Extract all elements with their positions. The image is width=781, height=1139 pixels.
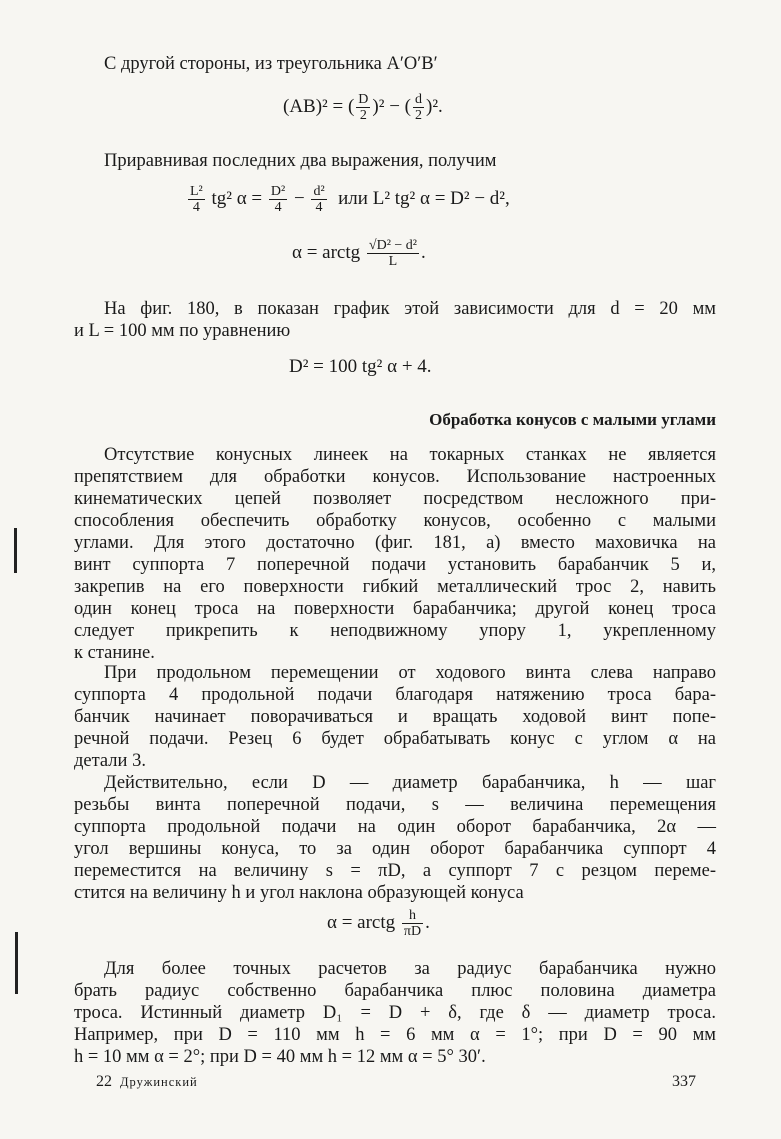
text-line: Например, при D = 110 мм h = 6 мм α = 1°; при D = 90 мм xyxy=(74,1025,716,1045)
text-line: переместится на величину s = πD, а суппорт 7 с резцом переме- xyxy=(74,861,716,881)
text-line: способления обеспечить обработку конусов, особенно с малыми xyxy=(74,511,716,531)
text-line: банчик начинает поворачиваться и вращать ходовой винт попе- xyxy=(74,707,716,727)
text-line: кинематических цепей позволяет посредством несложного при- xyxy=(74,489,716,509)
text-line: суппорта продольной подачи на один оборот барабанчика, 2α — xyxy=(74,817,716,837)
section-heading: Обработка конусов с малыми углами xyxy=(429,410,716,429)
text-line: На фиг. 180, в показан график этой зависимости для d = 20 мм xyxy=(104,299,716,319)
text-line: Приравнивая последних два выражения, получим xyxy=(104,151,497,171)
text-line: Действительно, если D — диаметр барабанчика, h — шаг xyxy=(104,773,716,793)
text-line: С другой стороны, из треугольника A′O′B′ xyxy=(104,54,438,74)
margin-mark xyxy=(14,528,17,573)
text-line: угол вершины конуса, то за один оборот барабанчика суппорт 4 xyxy=(74,839,716,859)
text-line: углами. Для этого достаточно (фиг. 181, а) вместо маховичка на xyxy=(74,533,716,553)
formula-arctg-sqrt: α = arctg $\frac{\text{√D² − d²}}{L}$ . xyxy=(292,238,426,269)
formula-ab-squared: (AB)² = ( $\frac{D}{2}$ )² − ( $\frac{d}{2}$ )². xyxy=(283,92,443,123)
text-line: h = 10 мм α = 2°; при D = 40 мм h = 12 мм α = 5° 30′. xyxy=(74,1047,486,1067)
text-line: следует прикрепить к неподвижному упору 1, укрепленному xyxy=(74,621,716,641)
text-line: один конец троса на поверхности барабанчика; другой конец троса xyxy=(74,599,716,619)
text-line: суппорта 4 продольной подачи благодаря натяжению троса бара- xyxy=(74,685,716,705)
text-line: речной подачи. Резец 6 будет обрабатывать конус с углом α на xyxy=(74,729,716,749)
formula-arctg-h: α = arctg $\frac{h}{\pi D}$ . xyxy=(327,908,430,939)
text-line: троса. Истинный диаметр D₁ = D + δ, где δ — диаметр троса. xyxy=(74,1003,716,1023)
text-line: препятствием для обработки конусов. Использование настроенных xyxy=(74,467,716,487)
page-number: 337 xyxy=(672,1073,696,1090)
text-line: к станине. xyxy=(74,643,155,663)
margin-mark xyxy=(15,932,18,994)
text-line: Отсутствие конусных линеек на токарных станках не является xyxy=(104,445,716,465)
text-line: резьбы винта поперечной подачи, s — величина перемещения xyxy=(74,795,716,815)
formula-equality: $\frac{\text{L²}}{4}$ tg² α = $\frac{\text{D²}}{4}$ − $\frac{\text{d²}}{4}$ или L² tg² α = D² − d², xyxy=(190,184,510,215)
text-line: При продольном перемещении от ходового винта слева направо xyxy=(104,663,716,683)
text-line: и L = 100 мм по уравнению xyxy=(74,321,291,341)
text-line: винт суппорта 7 поперечной подачи установить барабанчик 5 и, xyxy=(74,555,716,575)
text-line: детали 3. xyxy=(74,751,146,771)
text-line: стится на величину h и угол наклона образующей конуса xyxy=(74,883,524,903)
text-line: закрепив на его поверхности гибкий металлический трос 2, навить xyxy=(74,577,716,597)
text-line: Для более точных расчетов за радиус барабанчика нужно xyxy=(104,959,716,979)
text-line: брать радиус собственно барабанчика плюс половина диаметра xyxy=(74,981,716,1001)
formula-d-squared: D² = 100 tg² α + 4. xyxy=(289,356,432,377)
footer-signature: 22 Дружинский xyxy=(96,1073,198,1090)
